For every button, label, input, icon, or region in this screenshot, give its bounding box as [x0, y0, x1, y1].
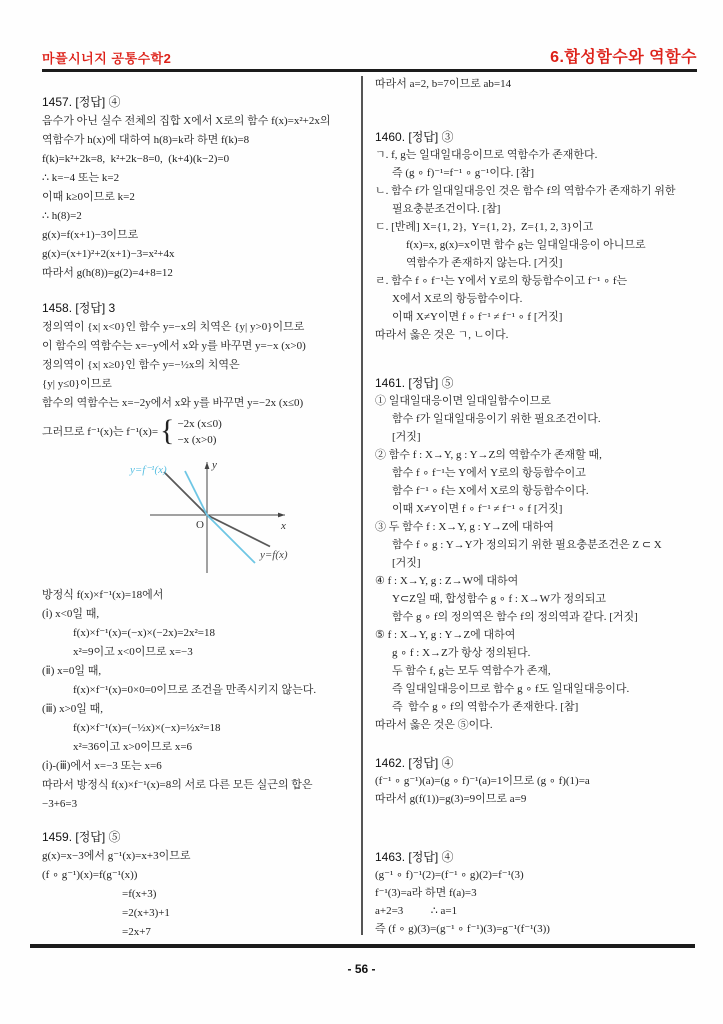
header-rule: [42, 69, 697, 72]
piecewise-row: −x (x>0): [177, 434, 217, 446]
solution-line: 함수의 역함수는 x=−2y에서 x와 y를 바꾸면 y=−2x (x≤0): [42, 397, 304, 409]
solution-line: 정의역이 {x| x≥0}인 함수 y=−½x의 치역은: [42, 359, 240, 371]
solution-line: g ∘ f : X→Z가 항상 정의된다.: [392, 647, 531, 659]
solution-line: (ⅰ) x<0일 때,: [42, 608, 100, 620]
solution-line: 즉 함수 g ∘ f의 역함수가 존재한다. [참]: [392, 701, 579, 713]
solution-line: f(k)=k²+2k=8, k²+2k−8=0, (k+4)(k−2)=0: [42, 153, 230, 165]
f-label: y=f(x): [260, 549, 288, 561]
solution-line: ㄱ. f, g는 일대일대응이므로 역함수가 존재한다.: [375, 149, 598, 161]
carryover-line: 따라서 a=2, b=7이므로 ab=14: [375, 78, 512, 90]
solution-line: (g⁻¹ ∘ f)⁻¹(2)=(f⁻¹ ∘ g)(2)=f⁻¹(3): [375, 869, 524, 881]
x-axis-arrow: [278, 513, 285, 518]
column-divider: [361, 76, 363, 935]
solution-line: f(x)×f⁻¹(x)=0×0=0이므로 조건을 만족시키지 않는다.: [73, 684, 317, 696]
solution-line: 함수 f ∘ f⁻¹는 Y에서 Y로의 항등함수이고: [392, 467, 586, 479]
solution-line: ⑤ f : X→Y, g : Y→Z에 대하여: [375, 629, 516, 641]
solution-line: ③ 두 함수 f : X→Y, g : Y→Z에 대하여: [375, 521, 554, 533]
solution-lines: [375, 146, 697, 344]
solution-line: g(x)=f(x+1)−3이므로: [42, 229, 139, 241]
solution-lines: [375, 392, 697, 734]
solution-line: 역함수가 존재하지 않는다. [거짓]: [406, 257, 563, 269]
solution-line: [거짓]: [392, 431, 421, 443]
solution-line: 따라서 방정식 f(x)×f⁻¹(x)=8의 서로 다른 모든 실근의 합은: [42, 779, 313, 791]
page-number: - 56 -: [347, 962, 376, 976]
problem-1457: [42, 93, 357, 283]
solution-line: 이 함수의 역함수는 x=−y에서 x와 y를 바꾸면 y=−x (x>0): [42, 340, 306, 352]
problem-1460: [375, 128, 697, 344]
solution-line: 함수 g ∘ f의 정의역은 함수 f의 정의역과 같다. [거짓]: [392, 611, 638, 623]
problem-title: 1457. [정답] ④: [42, 95, 121, 109]
x-axis-label: x: [281, 520, 286, 532]
solution-line: 이때 X≠Y이면 f ∘ f⁻¹ ≠ f⁻¹ ∘ f [거짓]: [392, 311, 563, 323]
solution-line: ∴ k=−4 또는 k=2: [42, 172, 120, 184]
solution-line: ∴ h(8)=2: [42, 210, 82, 222]
solution-line: f(x)×f⁻¹(x)=(−½x)×(−x)=½x²=18: [73, 722, 221, 734]
solution-line: (ⅲ) x>0일 때,: [42, 703, 104, 715]
problem-1459: [42, 828, 357, 942]
solution-line: g(x)=x−3에서 g⁻¹(x)=x+3이므로: [42, 850, 191, 862]
right-column: [375, 73, 697, 938]
brace-glyph: {: [160, 414, 175, 447]
y-axis-label: y: [212, 459, 217, 471]
solution-line: 역함수가 h(x)에 대하여 h(8)=k라 하면 f(k)=8: [42, 134, 250, 146]
problem-title: 1458. [정답] 3: [42, 301, 116, 315]
solution-line: 따라서 g(h(8))=g(2)=4+8=12: [42, 267, 173, 279]
solution-line: 따라서 옳은 것은 ⑤이다.: [375, 719, 493, 731]
function-inverse-graph: [102, 455, 357, 584]
solution-line: =2x+7: [122, 926, 151, 938]
solution-line: 이때 k≥0이므로 k=2: [42, 191, 135, 203]
solution-line: ㄹ. 함수 f ∘ f⁻¹는 Y에서 Y로의 항등함수이고 f⁻¹ ∘ f는: [375, 275, 628, 287]
solution-line: x²=9이고 x<0이므로 x=−3: [73, 646, 193, 658]
problem-title: 1463. [정답] ④: [375, 850, 454, 864]
solution-line: (f⁻¹ ∘ g⁻¹)(a)=(g ∘ f)⁻¹(a)=1이므로 (g ∘ f)(1)=a: [375, 775, 590, 787]
left-column: [42, 73, 357, 942]
problem-1461: [375, 374, 697, 734]
solution-line: Y⊂Z일 때, 합성함수 g ∘ f : X→W가 정의되고: [392, 593, 606, 605]
solution-line: 즉 (f ∘ g)(3)=(g⁻¹ ∘ f⁻¹)(3)=g⁻¹(f⁻¹(3)): [375, 923, 550, 935]
solution-line: (ⅰ)-(ⅲ)에서 x=−3 또는 x=6: [42, 760, 162, 772]
solution-line: X에서 X로의 항등함수이다.: [392, 293, 523, 305]
solution-line: 음수가 아닌 실수 전체의 집합 X에서 X로의 함수 f(x)=x²+2x의: [42, 115, 331, 127]
chapter-title: 6.합성함수와 역함수: [550, 49, 697, 66]
book-title: 마플시너지 공통수학2: [42, 51, 172, 66]
f-inverse-label: y=f⁻¹(x): [130, 464, 167, 476]
solution-line: [거짓]: [392, 557, 421, 569]
problem-title: 1462. [정답] ④: [375, 756, 454, 770]
piecewise-definition: [42, 413, 357, 451]
solution-line: 정의역이 {x| x<0}인 함수 y=−x의 치역은 {y| y>0}이므로: [42, 321, 305, 333]
piecewise-row: −2x (x≤0): [177, 418, 222, 430]
solution-line: x²=36이고 x>0이므로 x=6: [73, 741, 193, 753]
solution-line: ④ f : X→Y, g : Z→W에 대하여: [375, 575, 519, 587]
solution-line: f⁻¹(3)=a라 하면 f(a)=3: [375, 887, 477, 899]
solution-line: 함수 f⁻¹ ∘ f는 X에서 X로의 항등함수이다.: [392, 485, 589, 497]
solution-lines: [42, 112, 357, 283]
solution-line: 함수 f가 일대일대응이기 위한 필요조건이다.: [392, 413, 601, 425]
piecewise-rows: [177, 416, 221, 448]
solution-lines: [42, 586, 357, 814]
solution-line: ① 일대일대응이면 일대일함수이므로: [375, 395, 551, 407]
solution-line: =f(x+3): [122, 888, 157, 900]
solution-lines: [375, 772, 697, 808]
solution-line: (f ∘ g⁻¹)(x)=f(g⁻¹(x)): [42, 869, 138, 881]
solution-line: −3+6=3: [42, 798, 78, 810]
graph-svg: [102, 455, 332, 577]
solution-line: 필요충분조건이다. [참]: [392, 203, 501, 215]
problem-title: 1459. [정답] ⑤: [42, 830, 121, 844]
solution-line: f(x)×f⁻¹(x)=(−x)×(−2x)=2x²=18: [73, 627, 215, 639]
solution-line: 따라서 옳은 것은 ㄱ, ㄴ이다.: [375, 329, 509, 341]
problem-1462: [375, 754, 697, 808]
solution-line: 방정식 f(x)×f⁻¹(x)=18에서: [42, 589, 164, 601]
solution-lines: [42, 318, 357, 413]
solution-line: g(x)=(x+1)²+2(x+1)−3=x²+4x: [42, 248, 175, 260]
solution-line: a+2=3 ∴ a=1: [375, 905, 458, 917]
solution-line: 즉 일대일대응이므로 함수 g ∘ f도 일대일대응이다.: [392, 683, 630, 695]
solution-line: {y| y≤0}이므로: [42, 378, 112, 390]
solution-lines: [42, 847, 357, 942]
problem-title: 1460. [정답] ③: [375, 130, 454, 144]
problem-1463: [375, 848, 697, 938]
solution-line: (ⅱ) x=0일 때,: [42, 665, 102, 677]
solution-line: 두 함수 f, g는 모두 역함수가 존재,: [392, 665, 551, 677]
solution-line: 즉 (g ∘ f)⁻¹=f⁻¹ ∘ g⁻¹이다. [참]: [392, 167, 535, 179]
solution-line: =2(x+3)+1: [122, 907, 170, 919]
footer-rule: [30, 944, 695, 948]
solution-line: ㄷ. [반례] X={1, 2}, Y={1, 2}, Z={1, 2, 3}이고: [375, 221, 594, 233]
piecewise-pre: 그러므로 f⁻¹(x)는 f⁻¹(x)=: [42, 425, 159, 438]
solution-line: ㄴ. 함수 f가 일대일대응인 것은 함수 f의 역함수가 존재하기 위한: [375, 185, 676, 197]
origin-label: O: [196, 519, 204, 531]
problem-1458: [42, 299, 357, 814]
f-line: [164, 472, 270, 547]
solution-line: 이때 X≠Y이면 f ∘ f⁻¹ ≠ f⁻¹ ∘ f [거짓]: [392, 503, 563, 515]
solution-line: 따라서 g(f(1))=g(3)=9이므로 a=9: [375, 793, 527, 805]
y-axis-arrow: [205, 462, 210, 469]
solution-line: 함수 f ∘ g : Y→Y가 정의되기 위한 필요충분조건은 Z ⊂ X: [392, 539, 662, 551]
f-inverse-line: [185, 471, 255, 563]
solution-line: f(x)=x, g(x)=x이면 함수 g는 일대일대응이 아니므로: [406, 239, 646, 251]
problem-title: 1461. [정답] ⑤: [375, 376, 454, 390]
solution-lines: [375, 866, 697, 938]
solution-line: ② 함수 f : X→Y, g : Y→Z의 역함수가 존재할 때,: [375, 449, 602, 461]
